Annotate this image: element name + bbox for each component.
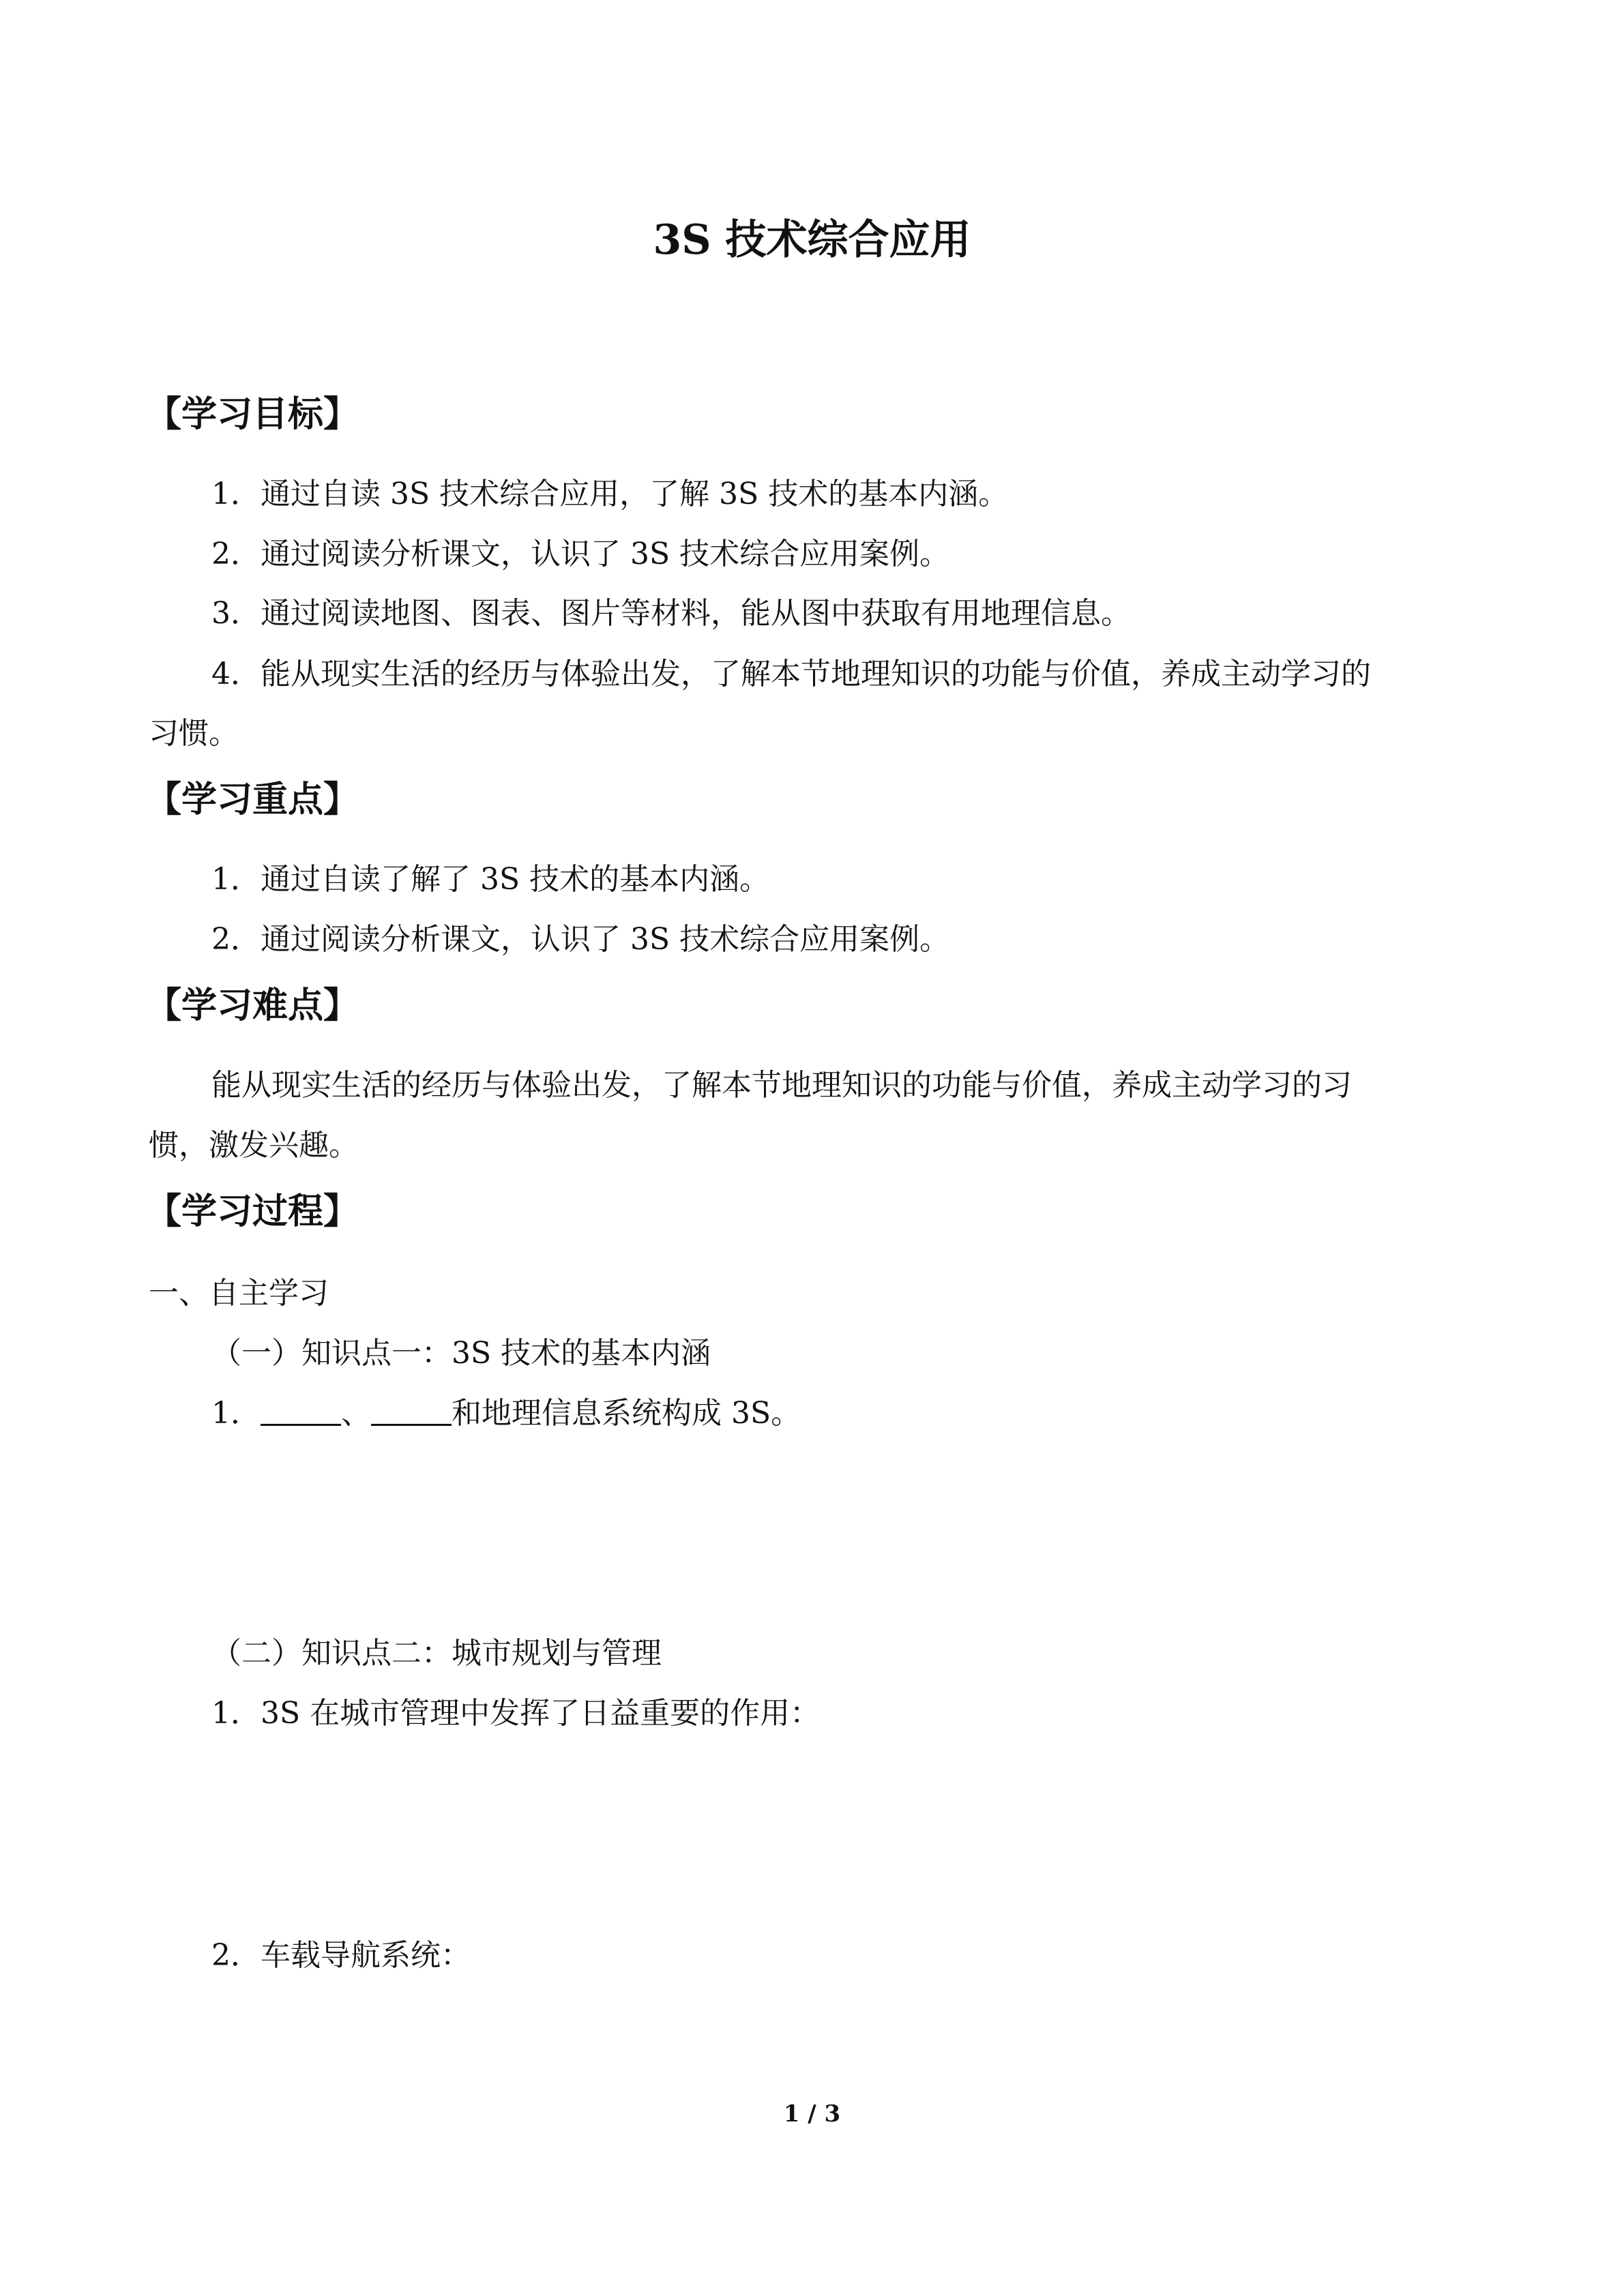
- keypoint-item-2: 2．通过阅读分析课文，认识了 3S 技术综合应用案例。: [211, 922, 950, 957]
- objective-item-4-continued: 习惯。: [149, 716, 239, 751]
- difficulty-line-1: 能从现实生活的经历与体验出发，了解本节地理知识的功能与价值，养成主动学习的习: [211, 1068, 1352, 1103]
- kp2-question-2: 2．车载导航系统：: [211, 1938, 471, 1973]
- knowledge-point-1: （一）知识点一：3S 技术的基本内涵: [211, 1336, 711, 1371]
- heading-keypoints: 【学习重点】: [146, 779, 359, 820]
- heading-objectives: 【学习目标】: [146, 394, 359, 435]
- objective-item-2: 2．通过阅读分析课文，认识了 3S 技术综合应用案例。: [211, 537, 950, 571]
- document-title: 3S 技术综合应用: [653, 216, 971, 264]
- difficulty-line-2: 惯，激发兴趣。: [149, 1128, 359, 1163]
- heading-process: 【学习过程】: [146, 1191, 359, 1232]
- kp2-question-1: 1．3S 在城市管理中发挥了日益重要的作用：: [211, 1696, 821, 1731]
- objective-item-3: 3．通过阅读地图、图表、图片等材料，能从图中获取有用地理信息。: [211, 596, 1131, 631]
- kp1-q1-separator: 、: [341, 1396, 371, 1431]
- keypoint-item-1: 1．通过自读了解了 3S 技术的基本内涵。: [211, 862, 770, 897]
- objective-item-4: 4．能从现实生活的经历与体验出发，了解本节地理知识的功能与价值，养成主动学习的: [211, 657, 1371, 691]
- heading-difficulties: 【学习难点】: [146, 985, 359, 1026]
- process-part-1: 一、自主学习: [149, 1276, 329, 1311]
- kp1-q1-rest: 和地理信息系统构成 3S。: [452, 1396, 801, 1431]
- fill-blank-2[interactable]: [371, 1397, 452, 1426]
- kp1-question-1: [211, 1393, 801, 1434]
- objective-item-1: 1．通过自读 3S 技术综合应用，了解 3S 技术的基本内涵。: [211, 477, 1009, 511]
- fill-blank-1[interactable]: [261, 1397, 341, 1426]
- page-number: 1 / 3: [783, 2100, 841, 2128]
- kp1-q1-number: 1．: [211, 1396, 261, 1431]
- knowledge-point-2: （二）知识点二：城市规划与管理: [211, 1636, 662, 1671]
